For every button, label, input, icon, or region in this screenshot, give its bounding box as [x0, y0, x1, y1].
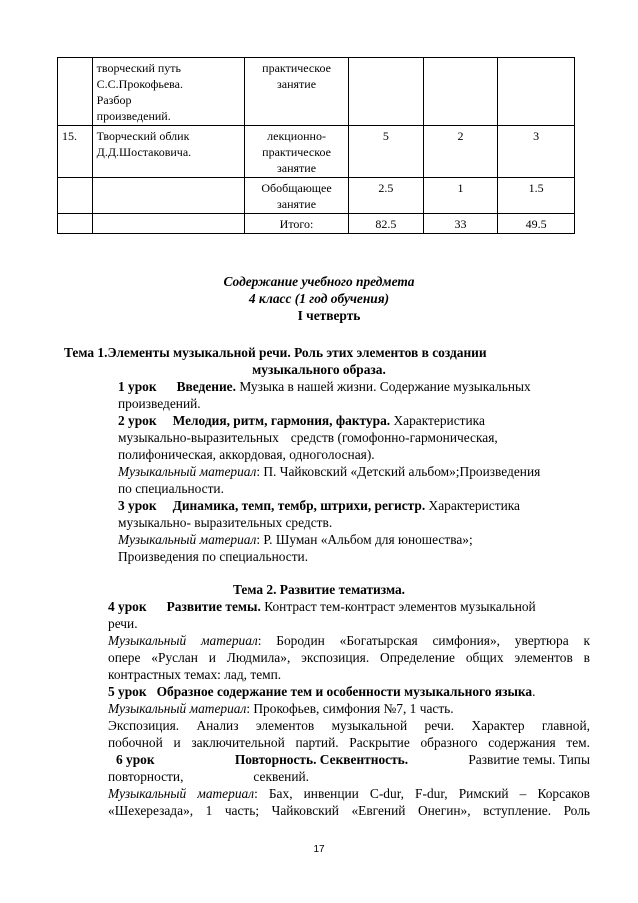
cell-topic: [92, 178, 244, 214]
lesson-title: Образное содержание тем и особенности музыкального языка: [156, 684, 533, 699]
lesson-1: [118, 378, 531, 395]
lesson-4-material: [108, 632, 590, 649]
table-row: [58, 214, 575, 234]
material-label: Музыкальный материал: [118, 532, 257, 547]
lesson-4-material-cont: опере «Руслан и Людмила», экспозиция. Определение общих элементов в: [108, 650, 590, 665]
cell-topic-line: Д.Д.Шостаковича.: [96, 145, 192, 159]
lesson-2-cont2: полифоническая, аккордовая, одноголосная).: [118, 447, 375, 462]
cell-topic-line: Творческий облик: [96, 129, 190, 143]
lesson-5-material: [108, 700, 454, 717]
material-label: Музыкальный материал: [108, 701, 247, 716]
lesson-label: 4 урок: [108, 599, 147, 614]
cell-practice: 1.5: [498, 178, 575, 214]
curriculum-table: [57, 57, 575, 234]
cell-topic-line: творческий путь: [96, 61, 181, 75]
lesson-4-material-cont2: контрастных темах: лад, темп.: [108, 667, 282, 682]
lesson-1-cont: произведений.: [118, 396, 201, 411]
lesson-text: средств (гомофонно-гармоническая,: [290, 430, 498, 445]
lesson-6-material: [108, 785, 590, 802]
lesson-6: [108, 751, 590, 768]
lesson-5-text: Экспозиция. Анализ элементов музыкальной речи. Характер главной,: [108, 718, 590, 733]
lesson-text: повторности,: [108, 769, 184, 784]
lesson-2-material-cont: по специальности.: [118, 481, 224, 496]
lesson-5: [108, 683, 535, 700]
cell-topic-line: С.С.Прокофьева.: [96, 77, 183, 91]
cell-topic: [92, 126, 244, 178]
lesson-2-material: [118, 463, 540, 480]
material-text: : Прокофьев, симфония №7, 1 часть.: [246, 701, 454, 716]
lesson-3-cont: музыкально- выразительных средств.: [118, 515, 333, 530]
cell-form-line: лекционно-: [267, 129, 326, 143]
cell-number: [58, 58, 93, 126]
cell-total: [349, 58, 424, 126]
cell-topic: [92, 58, 244, 126]
cell-theory: 33: [423, 214, 498, 234]
table-row: [58, 178, 575, 214]
cell-total: 2.5: [349, 178, 424, 214]
topic1-title-cont: музыкального образа.: [252, 362, 386, 377]
cell-number: 15.: [58, 126, 93, 178]
material-label: Музыкальный материал: [118, 464, 257, 479]
cell-form: [245, 58, 349, 126]
cell-practice: 3: [498, 126, 575, 178]
lesson-label: 5 урок: [108, 684, 147, 699]
cell-theory: [423, 58, 498, 126]
material-label: Музыкальный материал: [108, 633, 258, 648]
lesson-label: 3 урок: [118, 498, 157, 513]
lesson-text: Контраст тем-контраст элементов музыкальной: [260, 599, 536, 614]
lesson-text: музыкально-выразительных: [118, 430, 279, 445]
cell-total: 82.5: [349, 214, 424, 234]
material-text: : Бородин «Богатырская симфония», увертюра к: [257, 633, 590, 648]
material-text: : Бах, инвенции C-dur, F-dur, Римский – Корсаков: [254, 786, 591, 801]
cell-topic: [92, 214, 244, 234]
lesson-text: секвений.: [253, 769, 310, 784]
quarter-heading: I четверть: [297, 308, 361, 323]
cell-practice: 49.5: [498, 214, 575, 234]
cell-practice: [498, 58, 575, 126]
lesson-2-cont: [118, 429, 498, 446]
lesson-title: Развитие темы.: [166, 599, 261, 614]
cell-form-line: практическое: [262, 61, 331, 75]
lesson-label: 1 урок: [118, 379, 157, 394]
cell-form-line: практическое: [262, 145, 331, 159]
material-text: : П. Чайковский «Детский альбом»;Произведения: [256, 464, 541, 479]
lesson-title: Введение.: [176, 379, 236, 394]
cell-form: [245, 126, 349, 178]
cell-form-line: Итого:: [279, 217, 314, 231]
cell-number: [58, 178, 93, 214]
cell-topic-line: произведений.: [96, 109, 171, 123]
lesson-label: 2 урок: [118, 413, 157, 428]
section-subtitle: 4 класс (1 год обучения): [248, 291, 390, 306]
topic1-title: Тема 1.Элементы музыкальной речи. Роль этих элементов в создании: [64, 345, 487, 360]
cell-total: 5: [349, 126, 424, 178]
cell-form-line: Обобщающее: [261, 181, 332, 195]
lesson-label: 6 урок: [116, 752, 155, 767]
cell-topic-line: Разбор: [96, 93, 132, 107]
lesson-3-material: [118, 531, 473, 548]
lesson-4-cont: речи.: [108, 616, 138, 631]
cell-theory: 2: [423, 126, 498, 178]
lesson-3-material-cont: Произведения по специальности.: [118, 549, 309, 564]
lesson-text: Характеристика: [390, 413, 485, 428]
section-title: Содержание учебного предмета: [223, 274, 415, 289]
lesson-6-cont: [108, 768, 309, 785]
material-text: : Р. Шуман «Альбом для юношества»;: [256, 532, 473, 547]
page-number: 17: [313, 844, 325, 855]
lesson-text: .: [532, 684, 536, 699]
cell-number: [58, 214, 93, 234]
cell-form: [245, 178, 349, 214]
topic2-title: Тема 2. Развитие тематизма.: [232, 582, 406, 597]
lesson-5-text-cont: побочной и заключительной партий. Раскрытие образного содержания тем.: [108, 735, 590, 750]
lesson-3: [118, 497, 520, 514]
lesson-text: Развитие темы. Типы: [468, 752, 590, 767]
table-row: [58, 58, 575, 126]
lesson-text: Музыка в нашей жизни. Содержание музыкальных: [235, 379, 531, 394]
lesson-title: Мелодия, ритм, гармония, фактура.: [172, 413, 391, 428]
lesson-text: Характеристика: [425, 498, 520, 513]
lesson-title: Динамика, темп, тембр, штрихи, регистр.: [172, 498, 426, 513]
lesson-4: [108, 598, 536, 615]
cell-theory: 1: [423, 178, 498, 214]
material-label: Музыкальный материал: [108, 786, 255, 801]
cell-form-line: занятие: [277, 161, 317, 175]
lesson-2: [118, 412, 485, 429]
cell-form-line: занятие: [277, 77, 317, 91]
cell-form-line: занятие: [277, 197, 317, 211]
table-row: [58, 126, 575, 178]
cell-form: [245, 214, 349, 234]
lesson-6-material-cont: «Шехерезада», 1 часть; Чайковский «Евгений Онегин», вступление. Роль: [108, 803, 590, 818]
lesson-title: Повторность. Секвентность.: [234, 752, 409, 767]
